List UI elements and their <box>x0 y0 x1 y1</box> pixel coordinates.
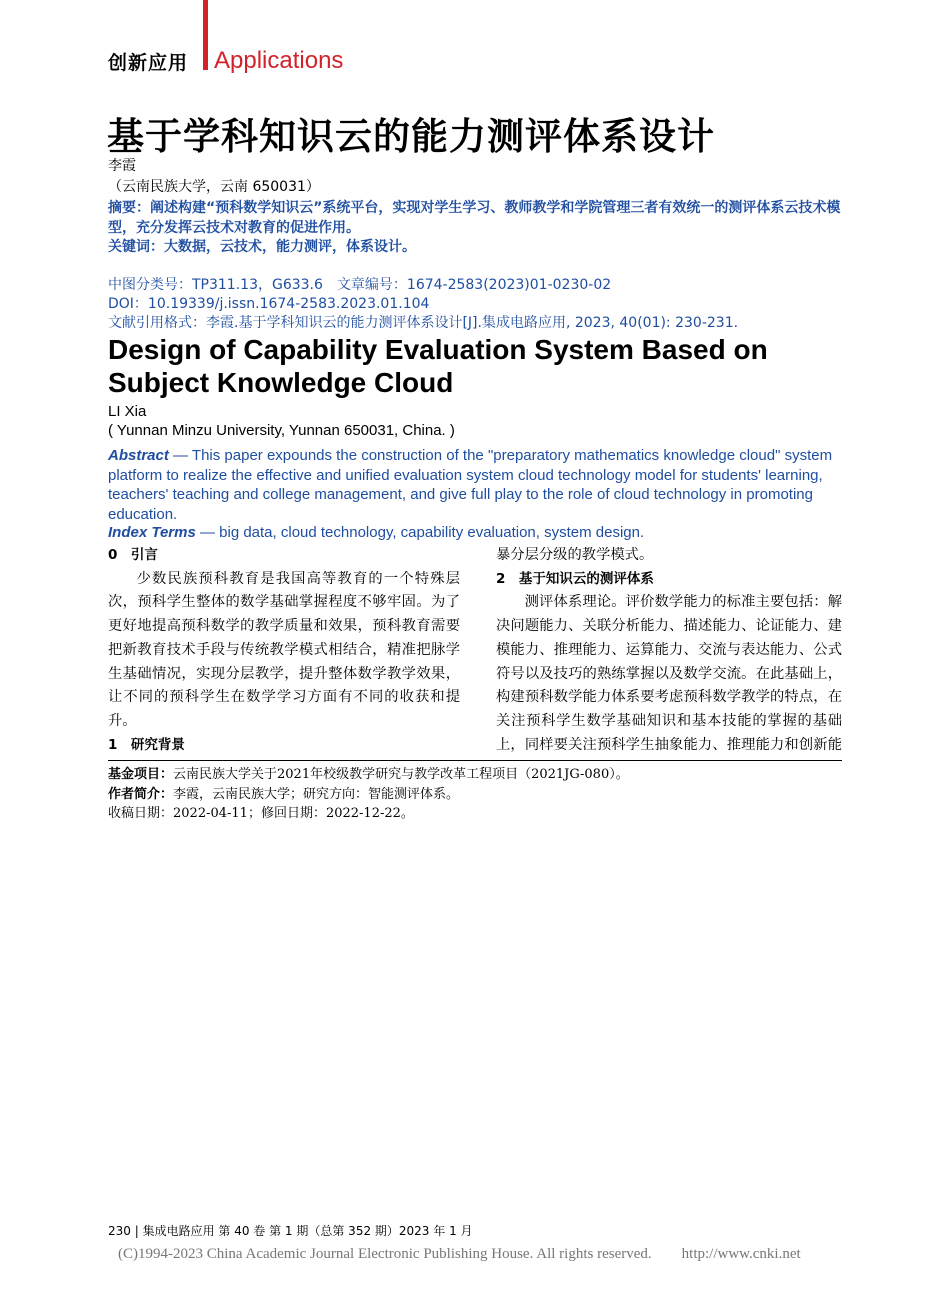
paragraph: 少数民族预科教育是我国高等教育的一个特殊层次，预科学生整体的数学基础掌握程度不够牢固。为了更好地提高预科数学的教学质量和效果，预科教育需要把新教育技术手段与传统教学模式相结合，精准把脉学生基础情况，实现分层教学，提升整体数学教学效果，让不同的预科学生在数学学习方面有不同的收获和提升。 <box>108 570 460 729</box>
abstract-cn-text: 阐述构建“预科数学知识云”系统平台，实现对学生学习、教师教学和学院管理三者有效统一的测评体系云技术模型，充分发挥云技术对教育的促进作用。 <box>108 200 841 236</box>
paper-title-cn: 基于学科知识云的能力测评体系设计 <box>107 115 715 158</box>
header-red-bar <box>203 0 208 70</box>
keywords-cn-label: 关键词： <box>108 239 164 255</box>
keywords-cn-text: 大数据，云技术，能力测评，体系设计。 <box>164 239 416 255</box>
right-column <box>496 544 842 759</box>
footnote-divider <box>108 760 842 761</box>
heading-intro: 0 引言 <box>108 547 158 563</box>
footnotes <box>108 765 629 824</box>
left-column <box>108 544 460 759</box>
fund-note <box>108 765 629 785</box>
index-terms-label: Index Terms <box>108 524 196 541</box>
index-terms-text: — big data, cloud technology, capability evaluation, system design. <box>195 524 645 541</box>
paragraph: 测评体系理论。评价数学能力的标准主要包括：解决问题能力、关联分析能力、描述能力、论证能力、建模能力、推理能力、运算能力、交流与表达能力、公式符号以及技巧的熟练掌握以及数学交流。在此基础上，构建预科数学能力体系要考虑预科数学教学的特点，在关注预科学生数学基础知识和基本技能的掌握的基础上，同样要关注预科学生抽象能力、推理能力和创新能 <box>496 594 842 753</box>
section-label-en: Applications <box>214 47 344 74</box>
abstract-en-label: Abstract <box>108 447 169 464</box>
keywords-cn <box>108 237 848 257</box>
abstract-cn <box>108 198 848 238</box>
index-terms <box>108 523 844 543</box>
citation-line: 文献引用格式：李霞.基于学科知识云的能力测评体系设计[J].集成电路应用, 2023, 40(01): 230-231. <box>108 315 739 331</box>
bio-note <box>108 785 629 805</box>
page-footer: 230 | 集成电路应用 第 40 卷 第 1 期（总第 352 期）2023 年 1 月 <box>108 1224 473 1238</box>
bio-label: 作者简介： <box>108 786 174 802</box>
abstract-cn-label: 摘要： <box>108 200 150 216</box>
fund-text: 云南民族大学关于2021年校级教学研究与教学改革工程项目（2021JG-080）。 <box>173 767 629 782</box>
heading-evaluation-system: 2 基于知识云的测评体系 <box>496 570 654 587</box>
affiliation-en: ( Yunnan Minzu University, Yunnan 650031, China. ) <box>108 422 455 439</box>
heading-background: 1 研究背景 <box>108 736 185 753</box>
section-label-cn: 创新应用 <box>108 52 189 74</box>
paper-title-en: Design of Capability Evaluation System Based on Subject Knowledge Cloud <box>108 334 768 398</box>
bio-text: 李霞，云南民族大学；研究方向：智能测评体系。 <box>173 786 460 802</box>
abstract-en-text: — This paper expounds the construction of the "preparatory mathematics knowledge cloud" system platform to realize the effective and unified evaluation system cloud technology model for students' learning, teachers' teaching and college management, and give full play to the role of cloud technology in promoting education. <box>108 447 833 523</box>
doi-line: DOI：10.19339/j.issn.1674-2583.2023.01.104 <box>108 296 430 312</box>
paragraph <box>108 757 460 759</box>
dates-note: 收稿日期：2022-04-11；修回日期：2022-12-22。 <box>108 806 414 821</box>
copyright-line: (C)1994-2023 China Academic Journal Electronic Publishing House. All rights reserved. http://www.cnki.net <box>118 1246 801 1262</box>
author-en: LI Xia <box>108 403 147 420</box>
author-cn: 李霞 <box>108 158 136 174</box>
affiliation-cn: （云南民族大学，云南 650031） <box>108 179 320 195</box>
abstract-en <box>108 446 844 524</box>
classification-line: 中图分类号：TP311.13，G633.6 文章编号：1674-2583(2023)01-0230-02 <box>108 277 612 293</box>
fund-label: 基金项目： <box>108 767 174 782</box>
paragraph: 暴分层分级的教学模式。 <box>496 547 654 563</box>
